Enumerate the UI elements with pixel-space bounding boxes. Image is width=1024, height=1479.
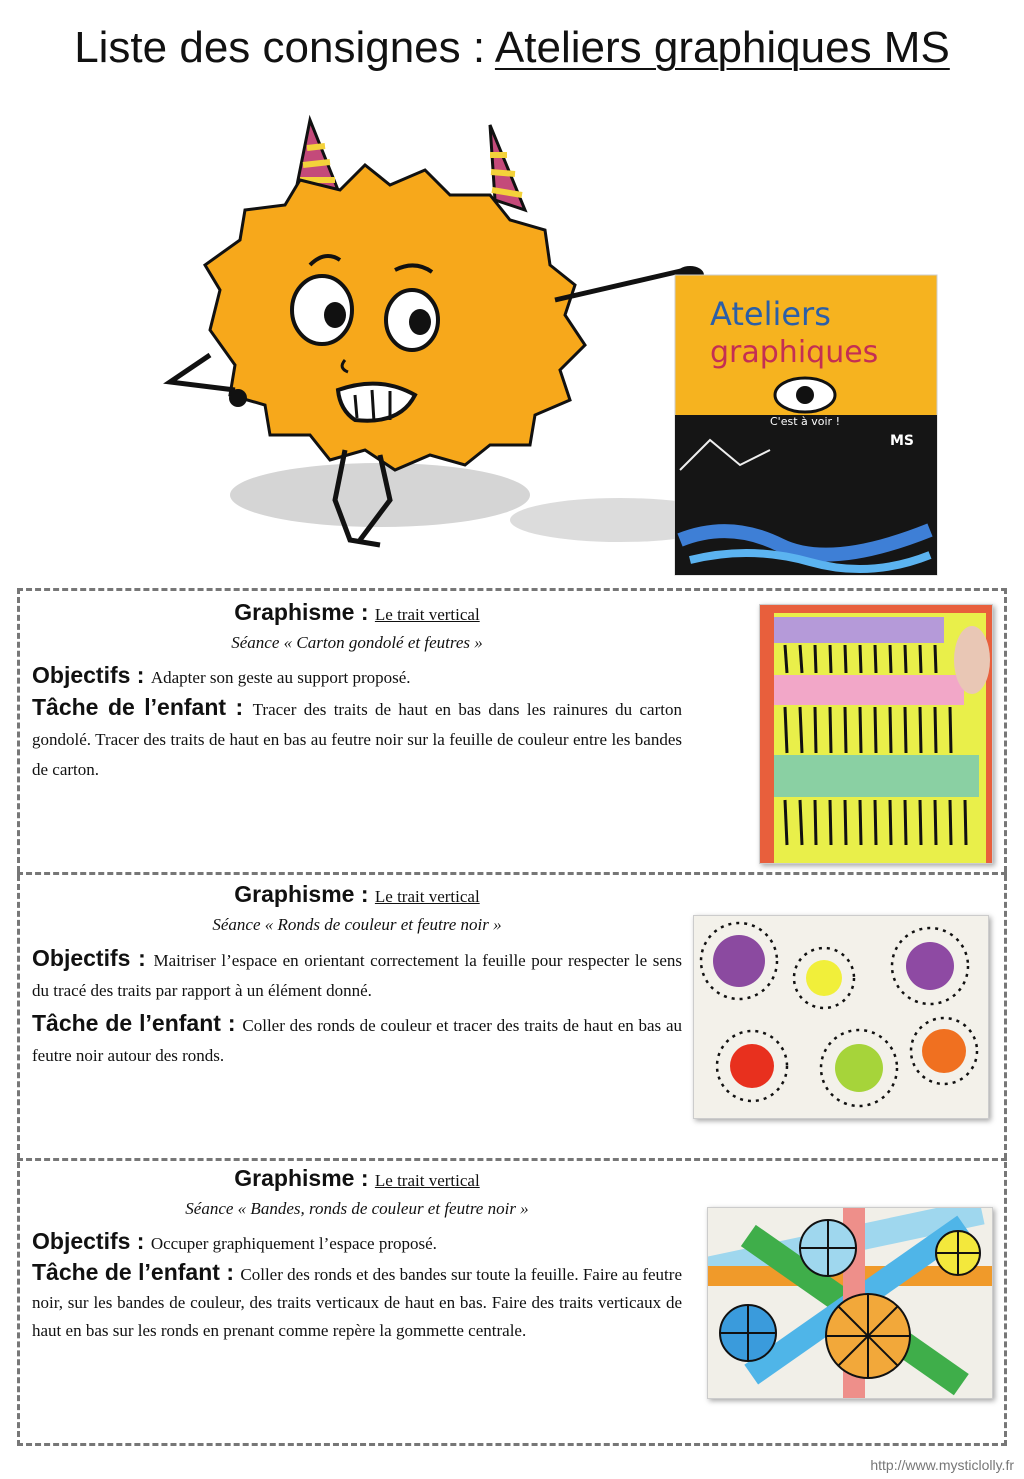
seance-title: Séance « Bandes, ronds de couleur et feutre noir » [185,1199,529,1218]
tache-paragraph [32,692,682,785]
tache-label: Tâche de l’enfant : [32,1010,243,1036]
book-level: MS [890,433,915,449]
section-divider [17,1158,1007,1161]
tache-text: Coller des ronds et des bandes sur toute la feuille. Faire au feutre noir, sur les bandes de couleur, des traits verticaux de haut en bas. Faire des traits verticaux de haut en bas sur les ronds en prenant comme repère la gommette centrale. [32,1265,682,1340]
tache-label: Tâche de l’enfant : [32,1259,241,1285]
tache-text: Coller des ronds de couleur et tracer des traits de haut en bas au feutre noir autour des ronds. [32,1016,682,1065]
graphisme-heading [32,598,682,629]
section-2 [32,880,682,1071]
footer-url[interactable]: http://www.mysticlolly.fr [870,1457,1014,1473]
objectifs-paragraph [32,661,682,692]
graphisme-value: Le trait vertical [374,887,480,906]
page-title [0,22,1024,74]
objectifs-paragraph [32,1227,682,1258]
section-divider [17,872,1007,875]
book-cover [675,275,937,575]
tache-label: Tâche de l’enfant : [32,694,253,720]
graphisme-label: Graphisme : [234,599,375,625]
objectifs-label: Objectifs : [32,945,154,971]
photo-carton-gondole [759,604,993,864]
book-tagline: C'est à voir ! [770,415,840,428]
graphisme-heading [32,880,682,911]
tache-paragraph [32,1258,682,1345]
graphisme-value: Le trait vertical [374,605,480,624]
seance-title: Séance « Ronds de couleur et feutre noir » [212,915,502,934]
graphisme-label: Graphisme : [234,881,375,907]
book-title-line2: graphiques [710,335,879,370]
title-main: Ateliers graphiques MS [494,23,950,72]
objectifs-label: Objectifs : [32,662,151,688]
objectifs-text: Adapter son geste au support proposé. [150,668,411,687]
hero-illustration [150,100,950,580]
tache-text: Tracer des traits de haut en bas dans les rainures du carton gondolé. Tracer des traits de haut en bas au feutre noir sur la feuille de couleur entre les bandes de carton. [32,700,682,779]
objectifs-paragraph [32,943,682,1006]
section-3 [32,1164,682,1345]
book-title-line1: Ateliers [710,295,831,333]
monster-shadow [230,463,730,542]
title-prefix: Liste des consignes : [74,23,495,72]
graphisme-label: Graphisme : [234,1165,375,1191]
graphisme-value: Le trait vertical [374,1171,480,1190]
tache-paragraph [32,1008,682,1071]
photo-bandes-ronds [707,1207,993,1399]
objectifs-text: Maitriser l’espace en orientant correctement la feuille pour respecter le sens du tracé des traits par rapport à un élément donné. [32,951,683,1000]
objectifs-text: Occuper graphiquement l’espace proposé. [150,1234,437,1253]
graphisme-heading [32,1164,682,1195]
section-1 [32,598,682,785]
objectifs-label: Objectifs : [32,1228,151,1254]
photo-ronds-couleur [693,915,989,1119]
seance-title: Séance « Carton gondolé et feutres » [231,633,483,652]
